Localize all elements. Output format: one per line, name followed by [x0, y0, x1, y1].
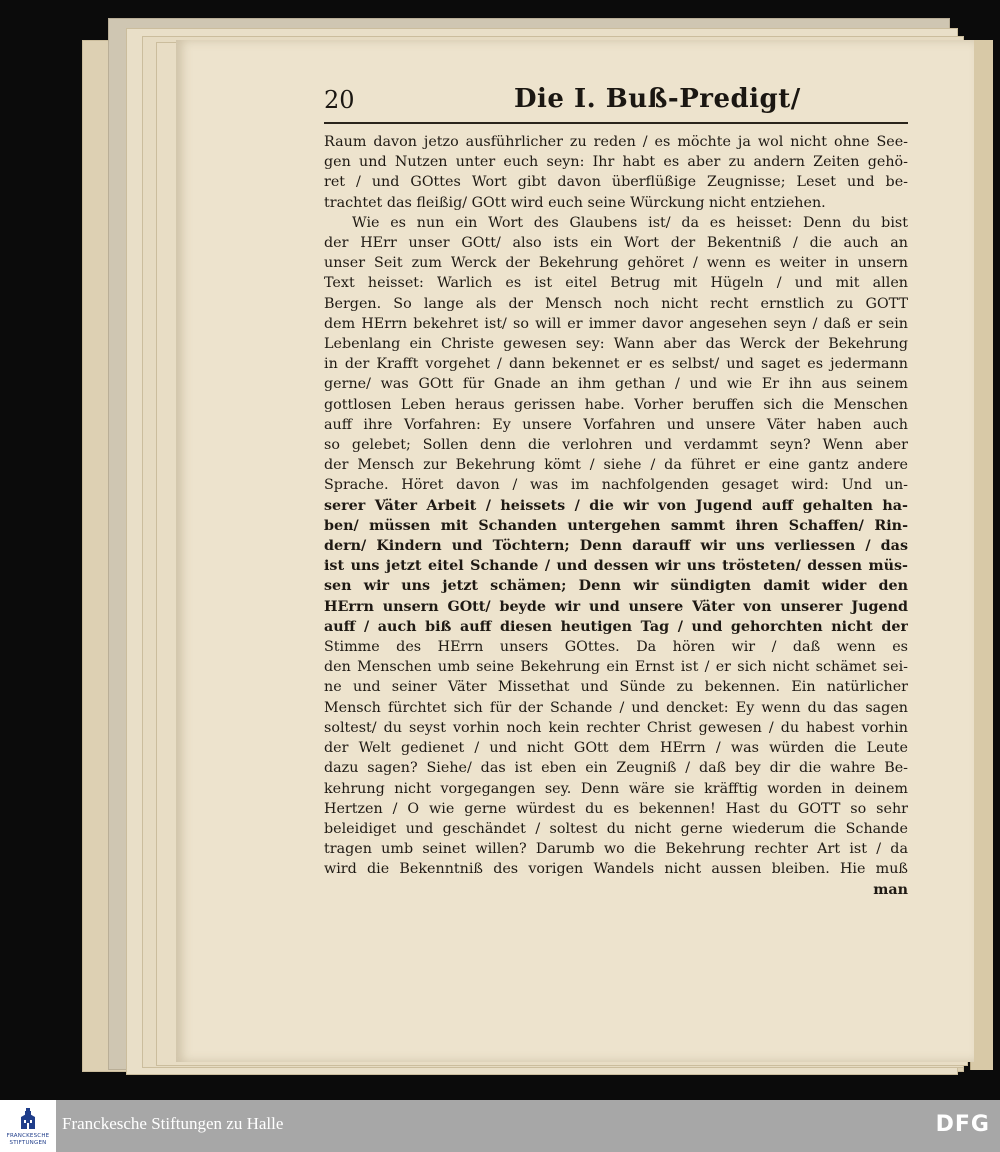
- text-line: gottlosen Leben heraus gerissen habe. Vorher beruffen sich die Menschen: [324, 396, 908, 413]
- text-line: den Menschen umb seine Bekehrung ein Ernst ist / er sich nicht schämet sei-: [324, 659, 908, 676]
- text-line: der HErr unser GOtt/ also ists ein Wort der Bekentniß / die auch an: [324, 235, 908, 252]
- body-text: [324, 132, 908, 900]
- text-line: sen wir uns jetzt schämen; Denn wir sündigten damit wider den: [324, 578, 908, 595]
- text-line: Wie es nun ein Wort des Glaubens ist/ da es heisset: Denn du bist: [352, 214, 908, 231]
- text-line: Lebenlang ein Christe gewesen sey: Wann aber das Werck der Bekehrung: [324, 336, 908, 353]
- text-line: in der Krafft vorgehet / dann bekennet er es selbst/ und saget es jedermann: [324, 356, 908, 373]
- text-line: auff / auch biß auff diesen heutigen Tag / und gehorchten nicht der: [324, 618, 908, 635]
- text-line: dern/ Kindern und Töchtern; Denn darauff wir uns verliessen / das: [324, 538, 908, 555]
- text-line: HErrn unsern GOtt/ beyde wir und unsere Väter von unserer Jugend: [324, 598, 908, 615]
- text-line: ben/ müssen mit Schanden untergehen sammt ihren Schaffen/ Rin-: [324, 517, 908, 534]
- text-line: wird die Bekenntniß des vorigen Wandels nicht aussen bleiben. Hie muß: [324, 861, 908, 878]
- text-line: gen und Nutzen unter euch seyn: Ihr habt es aber zu andern Zeiten gehö-: [324, 154, 908, 171]
- page-header: [324, 84, 908, 124]
- text-line: dazu sagen? Siehe/ das ist eben ein Zeugniß / daß bey dir die wahre Be-: [324, 760, 908, 777]
- header-rule: [324, 122, 908, 124]
- text-line: ist uns jetzt eitel Schande / und dessen wir uns trösteten/ dessen müs-: [324, 558, 908, 575]
- book-page: [176, 40, 974, 1062]
- text-line: soltest/ du seyst vorhin noch kein rechter Christ gewesen / du habest vorhin: [324, 719, 908, 736]
- text-line: Bergen. So lange als der Mensch noch nicht recht ernstlich zu GOTT: [324, 295, 908, 312]
- text-line: gerne/ was GOtt für Gnade an ihm gethan / und wie Er ihn aus seinem: [324, 376, 908, 393]
- text-line: der Welt gedienet / und nicht GOtt dem HErrn / was würden die Leute: [324, 740, 908, 757]
- text-line: Sprache. Höret davon / was im nachfolgenden gesaget wird: Und un-: [324, 477, 908, 494]
- text-line: unser Seit zum Werck der Bekehrung gehöret / wenn es weiter in unsern: [324, 255, 908, 272]
- page-number: 20: [324, 86, 355, 114]
- viewer-footer-bar: [0, 1100, 1000, 1152]
- text-line: der Mensch zur Bekehrung kömt / siehe / da führet er eine gantz andere: [324, 457, 908, 474]
- catchword: man: [873, 881, 908, 898]
- text-line: dem HErrn bekehret ist/ so will er immer davor angesehen seyn / daß er sein: [324, 315, 908, 332]
- text-line: tragen umb seinet willen? Darumb wo die Bekehrung rechter Art ist / da: [324, 841, 908, 858]
- running-title: Die I. Buß-Predigt/: [514, 84, 801, 114]
- text-line: Raum davon jetzo ausführlicher zu reden / es möchte ja wol nicht ohne See-: [324, 134, 908, 150]
- text-line: Text heisset: Warlich es ist eitel Betrug mit Hügeln / und mit allen: [324, 275, 908, 292]
- institution-logo[interactable]: [0, 1100, 56, 1152]
- text-line: serer Väter Arbeit / heissets / die wir von Jugend auff gehalten ha-: [324, 497, 908, 514]
- text-line: ret / und GOttes Wort gibt davon überflüßige Zeugnisse; Leset und be-: [324, 174, 908, 191]
- text-line: ne und seiner Väter Missethat und Sünde zu bekennen. Ein natürlicher: [324, 679, 908, 696]
- text-line: so gelebet; Sollen denn die verlohren und verdammt seyn? Wenn aber: [324, 437, 908, 454]
- text-line: kehrung nicht vorgegangen sey. Denn wäre sie kräfftig worden in deinem: [324, 780, 908, 797]
- text-line: beleidiget und geschändet / soltest du nicht gerne wiederum die Schande: [324, 820, 908, 837]
- dfg-logo[interactable]: DFG: [935, 1112, 990, 1137]
- text-line: Hertzen / O wie gerne würdest du es bekennen! Hast du GOTT so sehr: [324, 800, 908, 817]
- institution-name[interactable]: Franckesche Stiftungen zu Halle: [62, 1114, 284, 1133]
- logo-caption: FRANCKESCHE STIFTUNGEN: [6, 1133, 50, 1146]
- orphan-house-icon: [19, 1108, 37, 1130]
- text-line: trachtet das fleißig/ GOtt wird euch seine Würckung nicht entziehen.: [324, 194, 826, 211]
- text-line: auff ihre Vorfahren: Ey unsere Vorfahren und unsere Väter haben auch: [324, 416, 908, 433]
- text-line: Stimme des HErrn unsers GOttes. Da hören wir / daß wenn es: [324, 639, 908, 656]
- text-line: Mensch fürchtet sich für der Schande / und dencket: Ey wenn du das sagen: [324, 699, 908, 716]
